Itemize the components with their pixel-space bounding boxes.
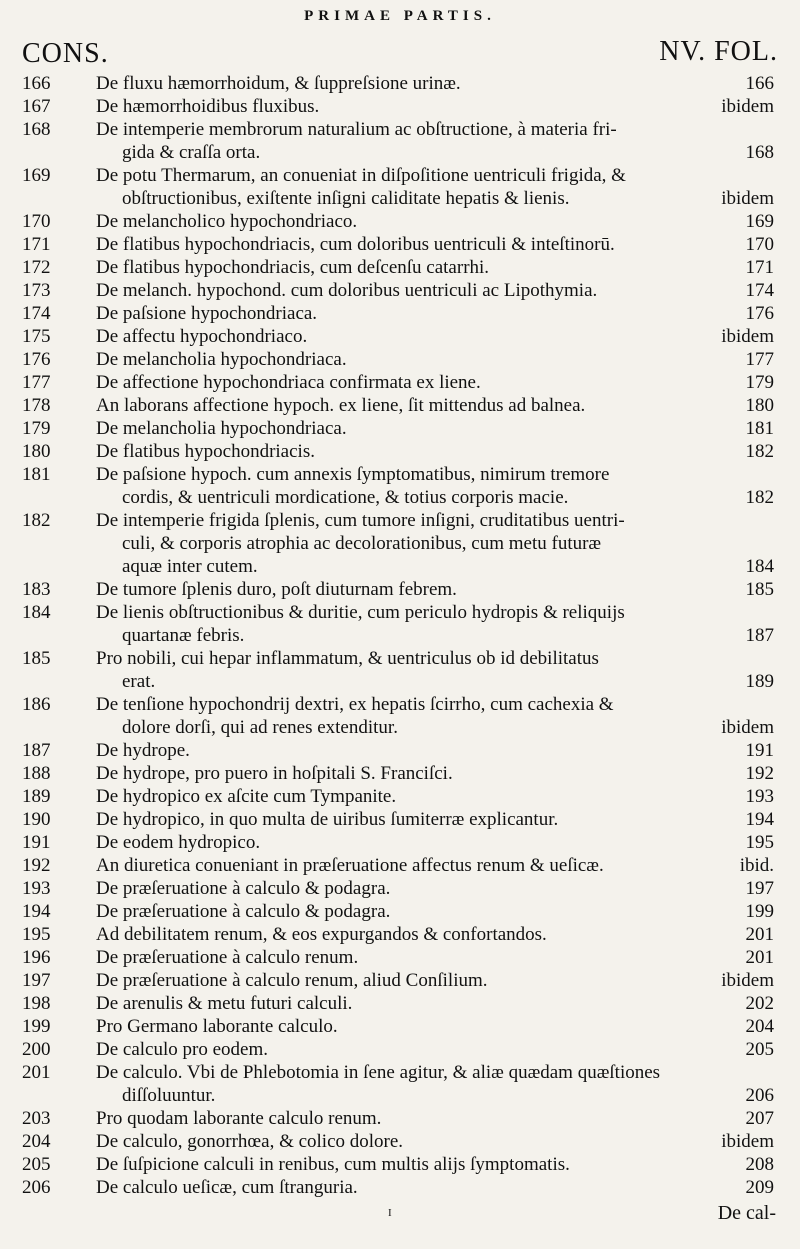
entry-title [96,1130,716,1153]
index-entry [0,1107,800,1130]
entry-title-line: De calculo pro eodem. [96,1039,268,1060]
index-entry [0,601,800,647]
entry-folio: 184 [745,556,774,577]
entry-title-line: De præſeruatione à calculo & podagra. [96,878,391,899]
entry-folio: 201 [745,924,774,945]
entry-title-line: aquæ inter cutem. [122,556,258,577]
entry-title-line: De præſeruatione à calculo & podagra. [96,901,391,922]
entry-title [96,854,716,877]
entry-folio: 169 [745,211,774,232]
entry-number: 188 [22,763,51,784]
entry-title [96,279,716,302]
entry-number: 201 [22,1062,51,1083]
entry-number: 176 [22,349,51,370]
entry-title-line: De calculo, gonorrhœa, & colico dolore. [96,1131,404,1152]
entry-title-line: dolore dorſi, qui ad renes extenditur. [122,717,398,738]
index-entry [0,164,800,210]
entry-folio: 181 [745,418,774,439]
index-entry [0,1153,800,1176]
entry-title-line: De melanch. hypochond. cum doloribus uentriculi ac Lipothymia. [96,280,598,301]
entry-title-line: De ſuſpicione calculi in renibus, cum multis alijs ſymptomatis. [96,1154,570,1175]
entry-title-line: De potu Thermarum, an conueniat in diſpoſitione uentriculi frigida, & [96,165,626,186]
index-entry [0,831,800,854]
entry-title [96,808,716,831]
entry-number: 192 [22,855,51,876]
signature-mark: I [388,1207,392,1219]
entry-title [96,509,716,578]
index-entry [0,785,800,808]
entry-title-line: De hydropico ex aſcite cum Tympanite. [96,786,397,807]
entry-number: 180 [22,441,51,462]
entry-number: 203 [22,1108,51,1129]
entry-folio: 192 [745,763,774,784]
entry-folio: ibidem [721,188,774,209]
entry-title [96,302,716,325]
entry-title-line: De eodem hydropico. [96,832,261,853]
entry-title [96,371,716,394]
entry-title-line: De hydrope. [96,740,190,761]
entry-title [96,785,716,808]
entry-title-line: gida & craſſa orta. [122,142,261,163]
entry-title-line: An laborans affectione hypoch. ex liene, ſit mittendus ad balnea. [96,395,586,416]
entry-title [96,118,716,164]
entry-title-line: An diuretica conueniant in præſeruatione affectus renum & ueſicæ. [96,855,604,876]
entry-title-line: De paſsione hypoch. cum annexis ſymptomatibus, nimirum tremore [96,464,610,485]
entry-title [96,1176,716,1199]
entry-folio: 205 [745,1039,774,1060]
index-entry [0,256,800,279]
entry-title-line: De hydrope, pro puero in hoſpitali S. Franciſci. [96,763,453,784]
entry-folio: 166 [745,73,774,94]
entry-title-line: De melancholico hypochondriaco. [96,211,358,232]
entry-number: 183 [22,579,51,600]
entry-title-line: De arenulis & metu futuri calculi. [96,993,353,1014]
entry-title-line: quartanæ febris. [122,625,245,646]
entry-folio: 171 [745,257,774,278]
entry-folio: 176 [745,303,774,324]
entry-title-line: De intemperie frigida ſplenis, cum tumore inſigni, cruditatibus uentri- [96,510,625,531]
entry-title-line: De tenſione hypochondrij dextri, ex hepatis ſcirrho, cum cachexia & [96,694,614,715]
entry-number: 205 [22,1154,51,1175]
entry-folio: 208 [745,1154,774,1175]
index-entry [0,1061,800,1107]
entry-folio: ibidem [721,1131,774,1152]
index-entry [0,1038,800,1061]
entry-title [96,463,716,509]
entry-number: 189 [22,786,51,807]
index-entry [0,118,800,164]
entry-title [96,900,716,923]
entry-number: 190 [22,809,51,830]
index-entry [0,440,800,463]
entry-number: 198 [22,993,51,1014]
entry-number: 177 [22,372,51,393]
entry-number: 169 [22,165,51,186]
entry-folio: 185 [745,579,774,600]
entry-folio: 182 [745,441,774,462]
entry-number: 191 [22,832,51,853]
entry-title [96,946,716,969]
entry-folio: 209 [745,1177,774,1198]
entry-number: 184 [22,602,51,623]
entry-title [96,693,716,739]
entry-title [96,1015,716,1038]
entry-title-line: De calculo. Vbi de Phlebotomia in ſene agitur, & aliæ quædam quæſtiones [96,1062,661,1083]
entry-number: 174 [22,303,51,324]
entry-title [96,394,716,417]
index-entry [0,854,800,877]
entry-title-line: culi, & corporis atrophia ac decolorationibus, cum metu futuræ [122,533,602,554]
index-entry [0,1176,800,1199]
entry-title [96,923,716,946]
entry-number: 200 [22,1039,51,1060]
index-entry [0,95,800,118]
entry-folio: 191 [745,740,774,761]
index-entry [0,946,800,969]
entry-folio: 177 [745,349,774,370]
entry-title-line: De flatibus hypochondriacis. [96,441,315,462]
entry-title-line: De lienis obſtructionibus & duritie, cum periculo hydropis & reliquijs [96,602,625,623]
entry-title-line: Pro Germano laborante calculo. [96,1016,338,1037]
entry-title [96,762,716,785]
entry-folio: 182 [745,487,774,508]
entry-folio: 187 [745,625,774,646]
entry-title [96,210,716,233]
entry-title-line: obſtructionibus, exiſtente inſigni caliditate hepatis & lienis. [122,188,570,209]
index-entry [0,992,800,1015]
entry-folio: ibidem [721,717,774,738]
entry-title-line: De calculo ueſicæ, cum ſtranguria. [96,1177,358,1198]
entry-title-line: De melancholia hypochondriaca. [96,418,347,439]
entry-title [96,1061,716,1107]
entry-folio: 199 [745,901,774,922]
entry-title-line: De hæmorrhoidibus fluxibus. [96,96,320,117]
entry-number: 197 [22,970,51,991]
catchword: De cal- [717,1202,776,1224]
entry-title [96,164,716,210]
index-entry [0,325,800,348]
entry-number: 186 [22,694,51,715]
entry-number: 194 [22,901,51,922]
entry-title [96,233,716,256]
entry-title [96,739,716,762]
entry-number: 166 [22,73,51,94]
index-list [0,72,800,1199]
column-header-consilium: CONS. [22,38,109,69]
entry-title [96,969,716,992]
entry-title [96,831,716,854]
index-entry [0,739,800,762]
entry-title [96,877,716,900]
entry-number: 199 [22,1016,51,1037]
entry-title-line: De intemperie membrorum naturalium ac obſtructione, à materia fri- [96,119,617,140]
entry-title [96,578,716,601]
entry-folio: 201 [745,947,774,968]
column-header-folio: NV. FOL. [659,36,778,67]
entry-number: 182 [22,510,51,531]
entry-number: 173 [22,280,51,301]
entry-title-line: De præſeruatione à calculo renum, aliud Conſilium. [96,970,488,991]
entry-number: 172 [22,257,51,278]
entry-folio: ibidem [721,970,774,991]
entry-folio: 202 [745,993,774,1014]
entry-title-line: De flatibus hypochondriacis, cum doloribus uentriculi & inteſtinorū. [96,234,615,255]
index-entry [0,578,800,601]
entry-number: 195 [22,924,51,945]
index-entry [0,371,800,394]
index-entry [0,210,800,233]
entry-title-line: De melancholia hypochondriaca. [96,349,347,370]
entry-folio: 179 [745,372,774,393]
index-entry [0,394,800,417]
entry-number: 179 [22,418,51,439]
entry-folio: 206 [745,1085,774,1106]
index-entry [0,808,800,831]
entry-number: 167 [22,96,51,117]
entry-number: 193 [22,878,51,899]
entry-folio: 197 [745,878,774,899]
index-entry [0,647,800,693]
entry-folio: 193 [745,786,774,807]
entry-number: 175 [22,326,51,347]
index-entry [0,1130,800,1153]
entry-number: 181 [22,464,51,485]
entry-title-line: De affectu hypochondriaco. [96,326,308,347]
index-entry [0,302,800,325]
index-entry [0,969,800,992]
entry-title [96,440,716,463]
index-entry [0,877,800,900]
entry-folio: ibid. [739,855,774,876]
entry-title [96,417,716,440]
entry-title-line: De fluxu hæmorrhoidum, & ſuppreſsione urinæ. [96,73,461,94]
entry-title-line: diſſoluuntur. [122,1085,216,1106]
entry-title-line: cordis, & uentriculi mordicatione, & totius corporis macie. [122,487,569,508]
entry-title [96,1038,716,1061]
index-entry [0,279,800,302]
index-entry [0,509,800,578]
entry-title [96,348,716,371]
entry-folio: 189 [745,671,774,692]
entry-title [96,72,716,95]
entry-folio: 204 [745,1016,774,1037]
entry-number: 168 [22,119,51,140]
entry-title-line: De hydropico, in quo multa de uiribus ſumiterræ explicantur. [96,809,559,830]
entry-number: 171 [22,234,51,255]
entry-title-line: De affectione hypochondriaca confirmata ex liene. [96,372,481,393]
entry-folio: 195 [745,832,774,853]
entry-title [96,1107,716,1130]
index-entry [0,693,800,739]
entry-folio: 180 [745,395,774,416]
index-entry [0,900,800,923]
index-entry [0,923,800,946]
entry-title [96,992,716,1015]
entry-title [96,601,716,647]
entry-number: 187 [22,740,51,761]
entry-folio: 170 [745,234,774,255]
index-entry [0,1015,800,1038]
entry-title [96,647,716,693]
entry-title-line: De tumore ſplenis duro, poſt diuturnam febrem. [96,579,457,600]
entry-number: 178 [22,395,51,416]
index-entry [0,417,800,440]
index-entry [0,463,800,509]
entry-title-line: De flatibus hypochondriacis, cum deſcenſu catarrhi. [96,257,490,278]
entry-number: 196 [22,947,51,968]
entry-title-line: Ad debilitatem renum, & eos expurgandos & confortandos. [96,924,547,945]
entry-folio: ibidem [721,96,774,117]
entry-number: 170 [22,211,51,232]
entry-folio: 194 [745,809,774,830]
entry-folio: 174 [745,280,774,301]
entry-folio: 207 [745,1108,774,1129]
index-entry [0,72,800,95]
entry-title [96,95,716,118]
entry-title [96,1153,716,1176]
entry-title-line: erat. [122,671,156,692]
entry-title-line: De præſeruatione à calculo renum. [96,947,359,968]
entry-title-line: Pro nobili, cui hepar inflammatum, & uentriculus ob id debilitatus [96,648,599,669]
entry-title [96,325,716,348]
entry-number: 204 [22,1131,51,1152]
entry-number: 185 [22,648,51,669]
entry-folio: ibidem [721,326,774,347]
entry-folio: 168 [745,142,774,163]
index-entry [0,233,800,256]
running-head: PRIMAE PARTIS. [304,8,496,24]
entry-title-line: Pro quodam laborante calculo renum. [96,1108,382,1129]
index-entry [0,762,800,785]
index-entry [0,348,800,371]
entry-title-line: De paſsione hypochondriaca. [96,303,318,324]
entry-number: 206 [22,1177,51,1198]
entry-title [96,256,716,279]
